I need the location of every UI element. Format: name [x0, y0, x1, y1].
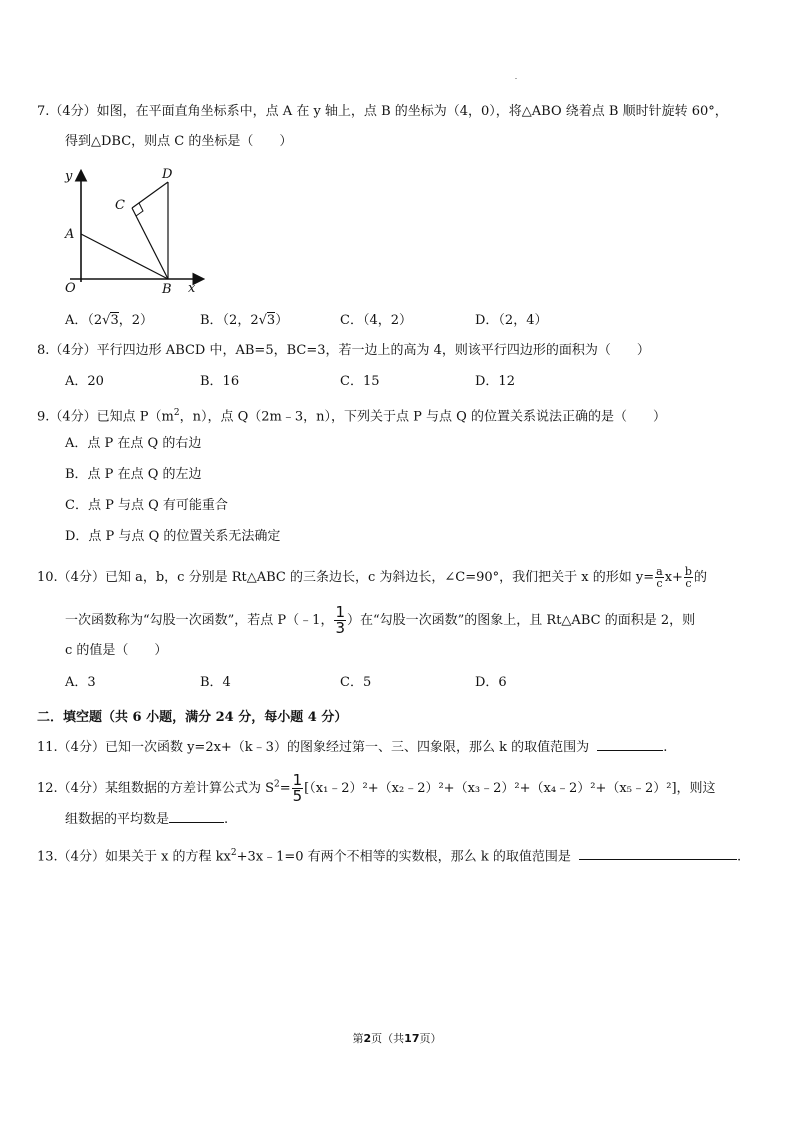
- q12-text-line1: [37, 773, 716, 804]
- frac-den: 5: [292, 787, 303, 805]
- q10-text-line2: [65, 605, 695, 636]
- q12-text-a: 12.（4分）某组数据的方差计算公式为 S: [37, 781, 274, 796]
- footer-prefix: 第: [352, 1032, 364, 1045]
- q10-option-d[interactable]: D．6: [475, 675, 507, 690]
- q10-fraction-a-over-c: [655, 566, 664, 589]
- label-A: A: [65, 227, 75, 242]
- q10-text-2b: ）在“勾股一次函数”的图象上，且 Rt△ABC 的面积是 2，则: [347, 613, 696, 628]
- q10-text-mid: x+: [664, 570, 683, 585]
- q13-text-b: +3x﹣1=0 有两个不相等的实数根，那么 k 的取值范围是: [236, 849, 571, 865]
- q8-option-d[interactable]: D．12: [475, 374, 515, 389]
- q9-option-b[interactable]: B．点 P 在点 Q 的左边: [65, 467, 202, 482]
- q8-text: 8.（4分）平行四边形 ABCD 中，AB=5，BC=3，若一边上的高为 4，则该平行四边形的面积为（ ）: [37, 343, 650, 358]
- frac-num: 1: [335, 603, 345, 621]
- q10-option-c[interactable]: C．5: [340, 675, 372, 690]
- q12-eq: =: [279, 781, 291, 796]
- q11-answer-blank[interactable]: [597, 738, 663, 751]
- q10-text-a: 10.（4分）已知 a，b，c 分别是 Rt△ABC 的三条边长，c 为斜边长，∠C=90°，我们把关于 x 的形如 y=: [37, 570, 655, 585]
- section-title-fill-in: 二．填空题（共 6 小题，满分 24 分，每小题 4 分）: [37, 710, 348, 725]
- q12-end: .: [224, 812, 229, 827]
- q13-end: .: [736, 849, 742, 865]
- q13-exponent: 2: [230, 848, 237, 858]
- q10-fraction-one-third: [334, 605, 346, 636]
- q7-option-d[interactable]: D．（2，4）: [475, 313, 548, 328]
- page-footer: [0, 1030, 794, 1046]
- footer-suffix: 页）: [419, 1032, 442, 1045]
- q10-option-a[interactable]: A．3: [65, 675, 96, 690]
- q10-text-line1: [37, 566, 707, 589]
- q10-fraction-b-over-c: [684, 566, 693, 589]
- footer-page-number: 2: [363, 1032, 372, 1045]
- q7-option-b-radicand: 3: [266, 313, 276, 328]
- q11-text-main: 11.（4分）已知一次函数 y=2x+（k﹣3）的图象经过第一、三、四象限，那么 k 的取值范围为: [37, 740, 590, 755]
- sqrt-icon: √: [102, 313, 111, 328]
- q9-option-c[interactable]: C．点 P 与点 Q 有可能重合: [65, 498, 228, 513]
- q7-option-a-radicand: 3: [110, 313, 119, 328]
- label-O: O: [65, 281, 76, 296]
- q12-text-2: 组数据的平均数是: [65, 812, 170, 827]
- q7-option-b-prefix: B．（2，2: [200, 313, 259, 328]
- q7-option-c[interactable]: C．（4，2）: [340, 313, 412, 328]
- frac-num: 1: [292, 771, 303, 789]
- q8-option-c[interactable]: C．15: [340, 374, 380, 389]
- scan-speck: [515, 78, 517, 79]
- q10-text-end: 的: [693, 570, 707, 585]
- q9-text: [37, 405, 666, 425]
- q10-option-b[interactable]: B．4: [200, 675, 231, 690]
- q13-text: [37, 845, 741, 865]
- q12-answer-blank[interactable]: [169, 810, 224, 823]
- q13-text-a: 13.（4分）如果关于 x 的方程 kx: [37, 849, 231, 865]
- q10-text-2a: 一次函数称为“勾股一次函数”，若点 P（﹣1，: [65, 613, 334, 628]
- q8-option-a[interactable]: A．20: [65, 374, 104, 389]
- segment-CD: [132, 182, 168, 208]
- segment-AB: [81, 234, 168, 279]
- q7-text-line2: 得到△DBC，则点 C 的坐标是（ ）: [65, 134, 293, 149]
- q9-option-a[interactable]: A．点 P 在点 Q 的右边: [65, 436, 202, 451]
- q13-answer-blank[interactable]: [579, 847, 737, 860]
- q7-option-a-prefix: A．（2: [65, 313, 103, 328]
- label-x: x: [188, 281, 196, 296]
- q12-exponent: 2: [273, 779, 280, 790]
- segment-CB: [132, 208, 168, 279]
- q7-text-line1: 7.（4分）如图，在平面直角坐标系中，点 A 在 y 轴上，点 B 的坐标为（4，0），将△ABO 绕着点 B 顺时针旋转 60°，: [37, 104, 728, 119]
- q7-option-a-suffix: ，2）: [118, 313, 154, 328]
- q12-text-line2: [65, 810, 228, 828]
- frac-num: b: [684, 565, 692, 578]
- q8-option-b[interactable]: B．16: [200, 374, 240, 389]
- q7-option-b-suffix: ）: [275, 313, 289, 328]
- q11-text: [37, 738, 667, 756]
- q7-option-a[interactable]: [65, 313, 153, 329]
- footer-mid: 页（共: [371, 1032, 405, 1045]
- frac-den: c: [685, 577, 692, 590]
- q12-fraction-one-fifth: [292, 773, 304, 804]
- footer-total-pages: 17: [404, 1032, 420, 1045]
- label-y: y: [65, 169, 73, 184]
- frac-num: a: [656, 565, 663, 578]
- q9-text-a: 9.（4分）已知点 P（m: [37, 409, 174, 425]
- q9-exponent: 2: [173, 408, 180, 418]
- q11-end: .: [663, 740, 668, 755]
- q9-text-b: ，n），点 Q（2m﹣3，n），下列关于点 P 与点 Q 的位置关系说法正确的是（ ）: [179, 409, 666, 425]
- q12-text-b: [（x₁﹣2）²+（x₂﹣2）²+（x₃﹣2）²+（x₄﹣2）²+（x₅﹣2）²]，则这: [304, 781, 716, 796]
- label-D: D: [162, 167, 173, 182]
- frac-den: 3: [335, 619, 345, 637]
- frac-den: c: [656, 577, 663, 590]
- q9-option-d[interactable]: D．点 P 与点 Q 的位置关系无法确定: [65, 529, 281, 544]
- q7-option-b[interactable]: [200, 313, 288, 329]
- q7-figure: [60, 160, 210, 300]
- sqrt-icon: √: [258, 313, 267, 328]
- label-C: C: [115, 198, 125, 213]
- q10-text-line3: c 的值是（ ）: [65, 643, 168, 658]
- label-B: B: [162, 282, 172, 297]
